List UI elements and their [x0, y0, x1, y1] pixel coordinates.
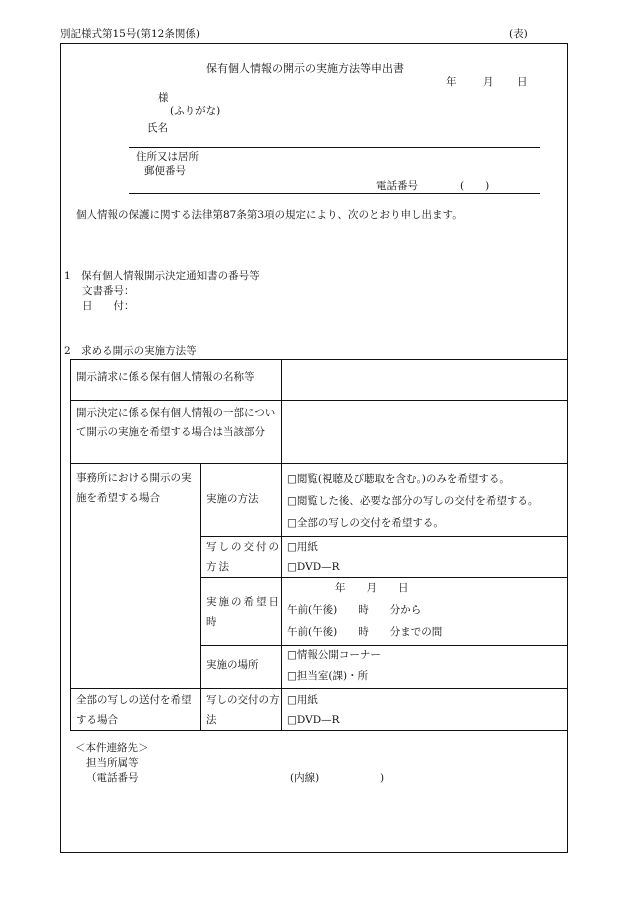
- method-option-view[interactable]: □閲覧(視聴及び聴取を含む。)のみを希望する。: [287, 473, 510, 485]
- address-label: 住所又は居所: [136, 151, 199, 163]
- copy-option-dvd[interactable]: □DVD—R: [287, 561, 340, 573]
- contact-extension-label: (内線): [290, 772, 320, 784]
- form-frame: [60, 43, 568, 853]
- mail-label: 全部の写しの送付を希望する場合: [76, 694, 192, 726]
- table-line: [70, 730, 568, 731]
- contact-phone-label: （電話番号: [86, 772, 139, 784]
- copy-option-paper[interactable]: □用紙: [287, 541, 318, 553]
- contact-dept-label: 担当所属等: [86, 757, 139, 769]
- date-wish-to: 午前(午後) 時 分までの間: [287, 626, 443, 638]
- method-options: [287, 468, 572, 534]
- phone-label: 電話番号: [376, 180, 418, 192]
- date-day: 日: [517, 76, 528, 88]
- furigana-label: (ふりがな): [170, 105, 221, 117]
- place-options: [287, 645, 381, 687]
- place-option-corner[interactable]: □情報公開コーナー: [287, 649, 381, 661]
- method-option-view-copy[interactable]: □閲覧した後、必要な部分の写しの交付を希望する。: [287, 495, 539, 507]
- addressee-sama: 様: [158, 92, 169, 104]
- doc-date-label: 日 付：: [82, 300, 135, 312]
- copy-options: [287, 537, 340, 577]
- table-line: [70, 359, 568, 360]
- table-line: [281, 359, 282, 730]
- table-line: [70, 463, 568, 464]
- intro-text: 個人情報の保護に関する法律第87条第3項の規定により、次のとおり申し出ます。: [76, 209, 463, 221]
- form-id: 別記様式第15号(第12条関係): [60, 28, 200, 40]
- table-line: [70, 400, 568, 401]
- phone-parens: ( ): [460, 180, 490, 192]
- office-label: 事務所における開示の実施を希望する場合: [76, 472, 192, 504]
- mail-option-paper[interactable]: □用紙: [287, 694, 318, 706]
- table-line: [70, 359, 71, 730]
- place-option-office[interactable]: □担当室(課)・所: [287, 670, 369, 682]
- name-underline: [129, 147, 540, 148]
- method-option-full-copy[interactable]: □全部の写しの交付を希望する。: [287, 517, 444, 529]
- table-line: [200, 463, 201, 730]
- table-line: [200, 577, 568, 578]
- mail-options: [287, 690, 340, 730]
- section2-heading: 2 求める開示の実施方法等: [64, 345, 197, 357]
- row-partial-label: 開示決定に係る保有個人情報の一部について開示の実施を希望する場合は当該部分: [76, 407, 276, 438]
- method-label: 実施の方法: [206, 493, 259, 505]
- mail-method-label: 写しの交付の方法: [206, 694, 280, 726]
- form-title: 保有個人情報の開示の実施方法等申出書: [206, 62, 404, 75]
- doc-number-label: 文書番号：: [82, 285, 135, 297]
- table-line: [200, 645, 568, 646]
- contact-heading: ＜本件連絡先＞: [75, 742, 149, 754]
- side-label: (表): [509, 28, 528, 40]
- section1-heading: 1 保有個人情報開示決定通知書の番号等: [64, 270, 260, 282]
- date-year: 年: [446, 76, 457, 88]
- contact-close-paren: ): [380, 772, 385, 784]
- copy-method-label: 写しの交付の方法: [206, 541, 281, 573]
- date-wish-ymd: 年 月 日: [335, 582, 409, 594]
- date-wish-from: 午前(午後) 時 分から: [287, 604, 422, 616]
- mail-option-dvd[interactable]: □DVD—R: [287, 714, 340, 726]
- row-name-label: 開示請求に係る保有個人情報の名称等: [76, 371, 255, 383]
- table-line: [70, 688, 568, 689]
- place-label: 実施の場所: [206, 659, 259, 671]
- date-month: 月: [483, 76, 494, 88]
- name-label: 氏名: [147, 122, 168, 134]
- postal-label: 郵便番号: [144, 165, 186, 177]
- address-underline: [129, 193, 540, 194]
- date-wish-label: 実施の希望日時: [206, 596, 281, 628]
